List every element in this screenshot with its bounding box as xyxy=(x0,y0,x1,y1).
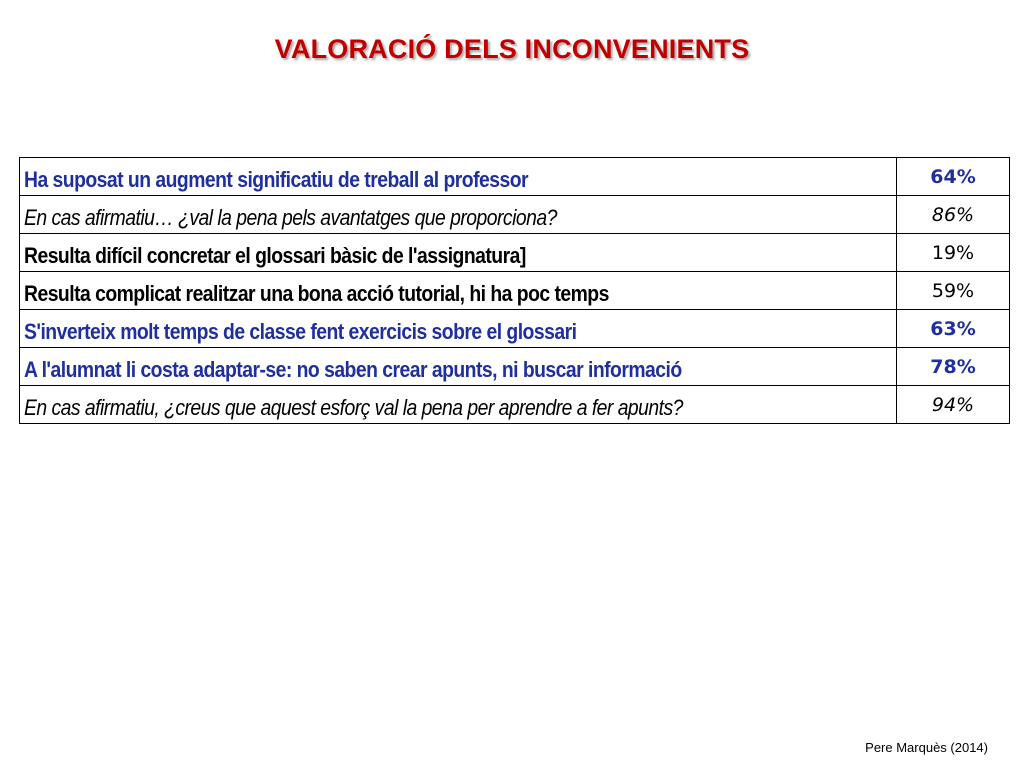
table-row xyxy=(20,158,1010,196)
table-row xyxy=(20,196,1010,234)
question-cell xyxy=(20,158,897,196)
question-text: Resulta difícil concretar el glossari bàsic de l'assignatura] xyxy=(24,243,526,268)
question-text: A l'alumnat li costa adaptar-se: no saben crear apunts, ni buscar informació xyxy=(24,357,682,382)
percentage-cell: 63% xyxy=(897,310,1010,348)
question-cell xyxy=(20,234,897,272)
percentage-cell: 86% xyxy=(897,196,1010,234)
question-cell xyxy=(20,348,897,386)
percentage-cell: 94% xyxy=(897,386,1010,424)
question-cell xyxy=(20,196,897,234)
question-cell xyxy=(20,310,897,348)
question-text: En cas afirmatiu, ¿creus que aquest esforç val la pena per aprendre a fer apunts? xyxy=(24,395,683,420)
question-cell xyxy=(20,386,897,424)
question-text: Ha suposat un augment significatiu de treball al professor xyxy=(24,167,529,192)
table-row xyxy=(20,234,1010,272)
percentage-cell: 64% xyxy=(897,158,1010,196)
page-title: VALORACIÓ DELS INCONVENIENTS xyxy=(274,34,750,64)
table-row xyxy=(20,348,1010,386)
author-credit: Pere Marquès (2014) xyxy=(865,740,988,755)
question-text: S'inverteix molt temps de classe fent exercicis sobre el glossari xyxy=(24,319,577,344)
table-row xyxy=(20,310,1010,348)
percentage-cell: 19% xyxy=(897,234,1010,272)
question-text: Resulta complicat realitzar una bona acció tutorial, hi ha poc temps xyxy=(24,281,609,306)
question-cell xyxy=(20,272,897,310)
survey-results-table xyxy=(19,157,1010,424)
table-row xyxy=(20,272,1010,310)
table-row xyxy=(20,386,1010,424)
question-text: En cas afirmatiu… ¿val la pena pels avantatges que proporciona? xyxy=(24,205,557,230)
percentage-cell: 59% xyxy=(897,272,1010,310)
percentage-cell: 78% xyxy=(897,348,1010,386)
